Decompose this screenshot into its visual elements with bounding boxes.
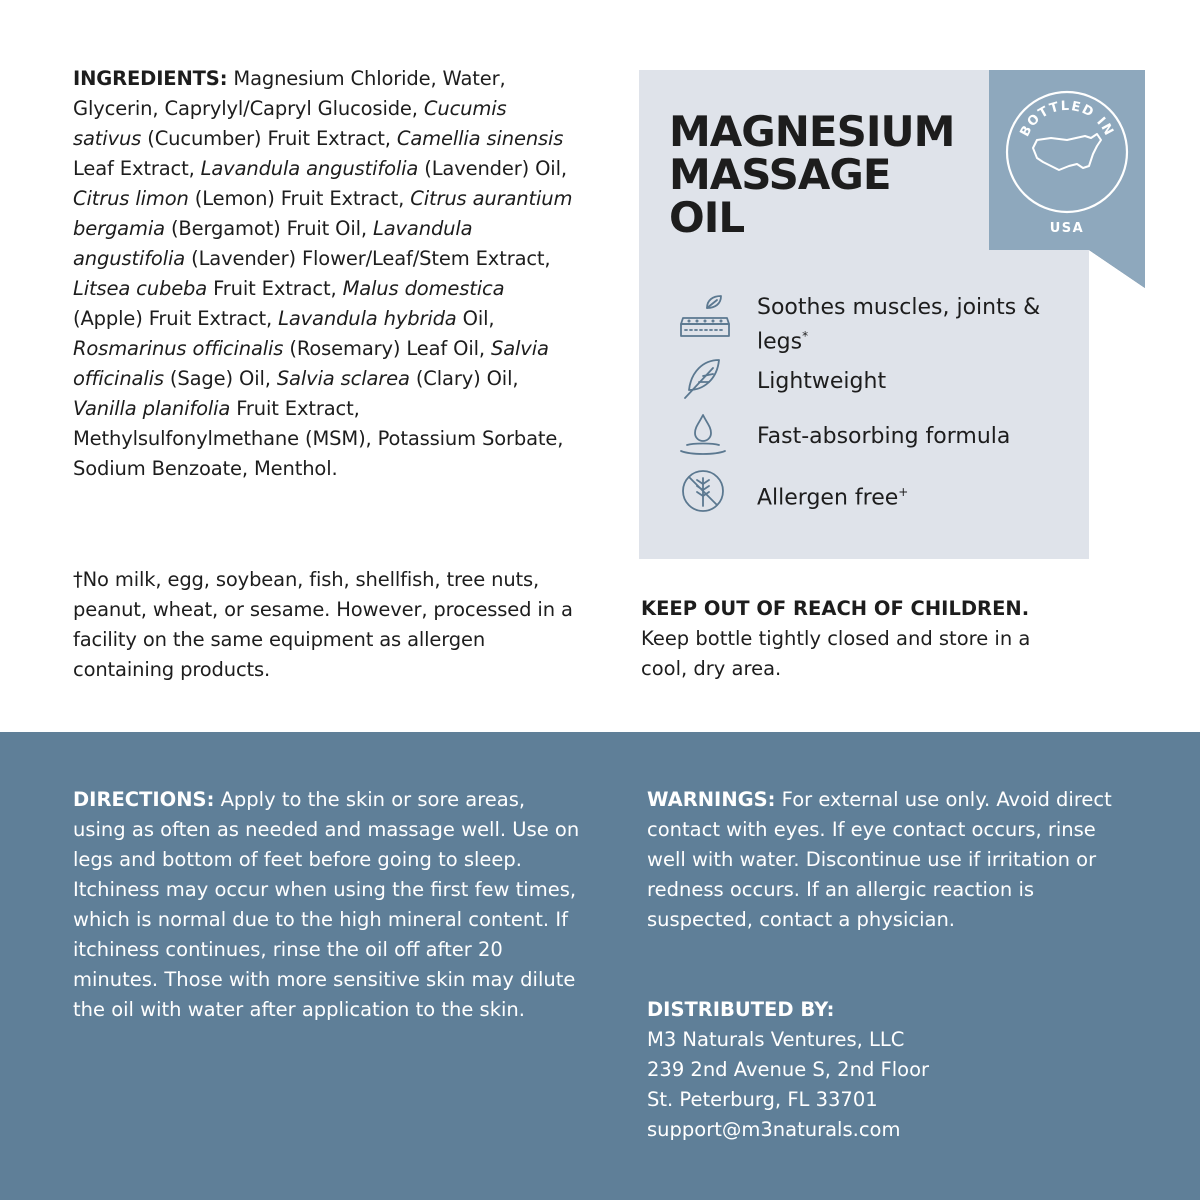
ingredient-botanical-name: Salvia sclarea — [276, 367, 410, 390]
product-title — [669, 107, 955, 242]
mattress-leaf-icon — [677, 294, 733, 340]
ingredient-text: (Apple) Fruit Extract, — [73, 307, 279, 330]
ingredient-botanical-name: Malus domestica — [342, 277, 505, 300]
ingredient-text: (Cucumber) Fruit Extract, — [141, 127, 397, 150]
feature-text: Lightweight — [757, 369, 887, 394]
distributor-address: 239 2nd Avenue S, 2nd Floor — [647, 1058, 930, 1081]
keep-out-text: Keep bottle tightly closed and store in a cool, dry area. — [641, 627, 1031, 680]
keep-out-block — [641, 594, 1081, 684]
ingredient-text: (Lavender) Flower/Leaf/Stem Extract, — [185, 247, 551, 270]
product-title-line: MAGNESIUM — [669, 107, 955, 156]
directions-text: Apply to the skin or sore areas, using as often as needed and massage well. Use on legs and bottom of feet before going to sleep. Itchiness may occur when using the first few times, which is normal due to the high mineral content. If itchiness continues, rinse the oil off after 20 minutes. Those with more sensitive skin may dilute the oil with water after application to the skin. — [73, 788, 580, 1021]
product-title-line: OIL — [669, 193, 745, 242]
ingredient-text: (Lemon) Fruit Extract, — [188, 187, 411, 210]
ingredient-text: (Lavender) Oil, — [418, 157, 567, 180]
distributor-city: St. Peterburg, FL 33701 — [647, 1088, 878, 1111]
keep-out-label: KEEP OUT OF REACH OF CHILDREN. — [641, 597, 1030, 620]
directions-block — [73, 785, 583, 1025]
ingredient-text: (Rosemary) Leaf Oil, — [283, 337, 492, 360]
distributor-email[interactable]: support@m3naturals.com — [647, 1118, 901, 1141]
ingredient-text: Fruit Extract, — [207, 277, 343, 300]
ingredients-list — [73, 67, 572, 480]
badge-bottom-text: USA — [1049, 221, 1085, 236]
ingredient-botanical-name: Litsea cubeba — [73, 277, 208, 300]
ingredient-text: Magnesium Chloride, Water, Glycerin, Caprylyl/Capryl Glucoside, — [73, 67, 506, 120]
ingredient-botanical-name: Lavandula angustifolia — [200, 157, 419, 180]
ingredient-botanical-name: Lavandula hybrida — [278, 307, 457, 330]
ingredient-botanical-name: Citrus aurantium bergamia — [73, 187, 573, 240]
ingredients-block — [73, 64, 573, 484]
ingredient-text: Fruit Extract, Methylsulfonylmethane (MSM), Potassium Sorbate, Sodium Benzoate, Menthol. — [73, 397, 564, 480]
ingredient-botanical-name: Vanilla planifolia — [73, 397, 231, 420]
warnings-text: For external use only. Avoid direct contact with eyes. If eye contact occurs, rinse well with water. Discontinue use if irritation or redness occurs. If an allergic reaction is suspected, contact a physician. — [647, 788, 1112, 931]
ingredient-botanical-name: Lavandula angustifolia — [73, 217, 473, 270]
no-wheat-icon — [680, 468, 726, 514]
allergen-note: †No milk, egg, soybean, fish, shellfish, tree nuts, peanut, wheat, or sesame. However, processed in a facility on the same equipment as allergen containing products. — [73, 568, 573, 681]
ingredient-botanical-name: Rosmarinus officinalis — [73, 337, 284, 360]
ingredient-botanical-name: Camellia sinensis — [396, 127, 564, 150]
ingredient-text: (Clary) Oil, — [409, 367, 519, 390]
feature-text: Fast-absorbing formula — [757, 424, 1011, 449]
directions-label: DIRECTIONS: — [73, 788, 215, 811]
product-title-line: MASSAGE — [669, 150, 891, 199]
bottled-in-usa-badge — [989, 70, 1145, 288]
warnings-block — [647, 785, 1117, 935]
bottom-panel — [0, 732, 1200, 1200]
distributor-name: M3 Naturals Ventures, LLC — [647, 1028, 905, 1051]
ingredient-botanical-name: Salvia officinalis — [73, 337, 549, 390]
ingredients-label: INGREDIENTS: — [73, 67, 228, 90]
feature-text: Soothes muscles, joints & legs* — [757, 295, 1041, 355]
badge-top-text: BOTTLED IN — [1017, 98, 1117, 140]
ingredient-text: Leaf Extract, — [73, 157, 201, 180]
ingredient-botanical-name: Cucumis sativus — [73, 97, 507, 150]
ingredient-text: Oil, — [456, 307, 495, 330]
drop-icon — [677, 411, 729, 459]
distributed-label: DISTRIBUTED BY: — [647, 998, 835, 1021]
feature-text: Allergen free+ — [757, 485, 909, 511]
distributed-block — [647, 995, 1117, 1145]
ingredient-text: (Sage) Oil, — [163, 367, 277, 390]
warnings-label: WARNINGS: — [647, 788, 776, 811]
feather-icon — [677, 356, 729, 402]
ingredient-text: (Bergamot) Fruit Oil, — [164, 217, 374, 240]
ingredient-botanical-name: Citrus limon — [73, 187, 189, 210]
